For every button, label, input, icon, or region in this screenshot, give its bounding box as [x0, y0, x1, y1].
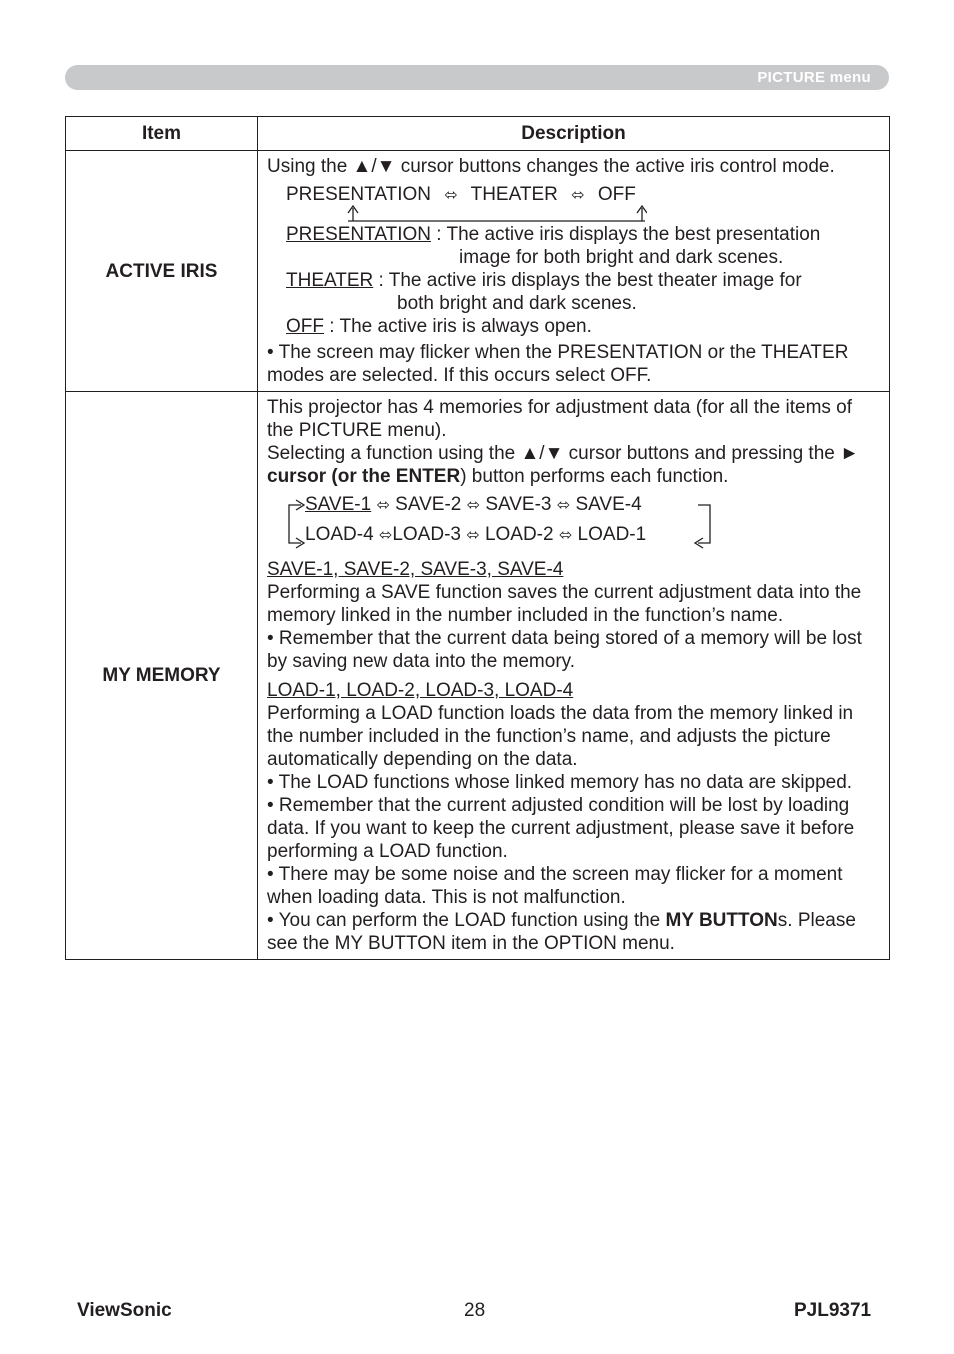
- section-header-bar: [65, 65, 889, 90]
- load-3-label: LOAD-3: [392, 524, 461, 545]
- load-note-lost: • Remember that the current adjusted condition will be lost by loading data. If you want to keep the current adjustment, please save it before performing a LOAD function.: [267, 795, 855, 862]
- save-description: Performing a SAVE function saves the current adjustment data into the memory linked in the number included in the function’s name.: [267, 582, 862, 626]
- load-heading: LOAD-1, LOAD-2, LOAD-3, LOAD-4: [267, 680, 574, 701]
- save-1-label: SAVE-1: [305, 494, 372, 515]
- picture-menu-table: [65, 116, 890, 960]
- item-active-iris: ACTIVE IRIS: [66, 151, 258, 392]
- active-iris-note: • The screen may flicker when the PRESENTATION or the THEATER modes are selected. If this occurs select OFF.: [267, 342, 849, 386]
- load-note-skipped: • The LOAD functions whose linked memory has no data are skipped.: [267, 772, 853, 793]
- instructions-enter-text: ► cursor (or the ENTER: [267, 443, 859, 487]
- load-1-label: LOAD-1: [577, 524, 647, 545]
- table-header-row: [66, 117, 890, 151]
- bidirectional-arrow-icon: ⬄: [376, 495, 390, 514]
- bidirectional-arrow-icon: ⬄: [444, 185, 458, 204]
- load-note-my-button: [267, 909, 879, 955]
- save-row: [305, 493, 642, 516]
- footer-model: PJL9371: [794, 1300, 872, 1321]
- mode-presentation: PRESENTATION: [286, 184, 431, 205]
- table-row: [66, 392, 890, 960]
- my-button-text-end: s. Please see the MY BUTTON item in the OPTION menu.: [267, 910, 856, 954]
- my-memory-intro: This projector has 4 memories for adjustment data (for all the items of the PICTURE menu).: [267, 397, 853, 441]
- save-heading: SAVE-1, SAVE-2, SAVE-3, SAVE-4: [267, 559, 564, 580]
- save-2-label: SAVE-2: [395, 494, 462, 515]
- off-term: OFF: [286, 316, 324, 337]
- theater-term: THEATER: [286, 270, 374, 291]
- description-active-iris: [258, 151, 890, 392]
- load-4-label: LOAD-4: [305, 524, 374, 545]
- off-text: : The active iris is always open.: [324, 316, 592, 337]
- load-2-label: LOAD-2: [484, 524, 554, 545]
- theater-text-continued: both bright and dark scenes.: [397, 293, 637, 314]
- save-note: • Remember that the current data being stored of a memory will be lost by saving new data into the memory.: [267, 628, 862, 672]
- instructions-text: Selecting a function using the ▲/▼ cursor buttons and pressing the: [267, 443, 841, 464]
- save-4-label: SAVE-4: [575, 494, 642, 515]
- my-button-text: • You can perform the LOAD function using the: [267, 910, 666, 931]
- memory-function-cycle: [267, 493, 879, 549]
- column-header-item: Item: [66, 117, 258, 151]
- mode-theater: THEATER: [470, 184, 558, 205]
- theater-text: : The active iris displays the best theater image for: [373, 270, 802, 291]
- loop-return-arrow-icon: [347, 204, 647, 224]
- column-header-description: Description: [258, 117, 890, 151]
- bidirectional-arrow-icon: ⬄: [571, 185, 585, 204]
- presentation-text-continued: image for both bright and dark scenes.: [459, 247, 784, 268]
- bidirectional-arrow-icon: ⬄: [378, 525, 393, 544]
- my-button-term: MY BUTTON: [665, 910, 778, 931]
- presentation-text: : The active iris displays the best presentation: [430, 224, 821, 245]
- bidirectional-arrow-icon: ⬄: [466, 525, 480, 544]
- bidirectional-arrow-icon: ⬄: [556, 495, 571, 514]
- load-description: Performing a LOAD function loads the data from the memory linked in the number included in the function’s name, and adjusts the picture automatically depending on the data.: [267, 703, 854, 770]
- load-row: [305, 523, 646, 546]
- load-note-noise: • There may be some noise and the screen may flicker for a moment when loading data. This is not malfunction.: [267, 864, 843, 908]
- mode-off: OFF: [597, 184, 636, 205]
- table-row: [66, 151, 890, 392]
- section-label: PICTURE menu: [757, 69, 871, 86]
- my-memory-instructions: [267, 442, 879, 488]
- active-iris-mode-cycle: [267, 178, 879, 220]
- theater-definition: [267, 269, 879, 292]
- off-definition: [267, 315, 879, 338]
- active-iris-intro: Using the ▲/▼ cursor buttons changes the active iris control mode.: [267, 156, 835, 177]
- instructions-text-end: ) button performs each function.: [460, 466, 729, 487]
- presentation-definition: [267, 223, 879, 246]
- bidirectional-arrow-icon: ⬄: [466, 495, 481, 514]
- save-3-label: SAVE-3: [485, 494, 552, 515]
- page-number: 28: [464, 1300, 486, 1321]
- description-my-memory: [258, 392, 890, 960]
- footer-brand: ViewSonic: [77, 1300, 172, 1321]
- bidirectional-arrow-icon: ⬄: [558, 525, 573, 544]
- presentation-term: PRESENTATION: [286, 224, 431, 245]
- item-my-memory: MY MEMORY: [66, 392, 258, 960]
